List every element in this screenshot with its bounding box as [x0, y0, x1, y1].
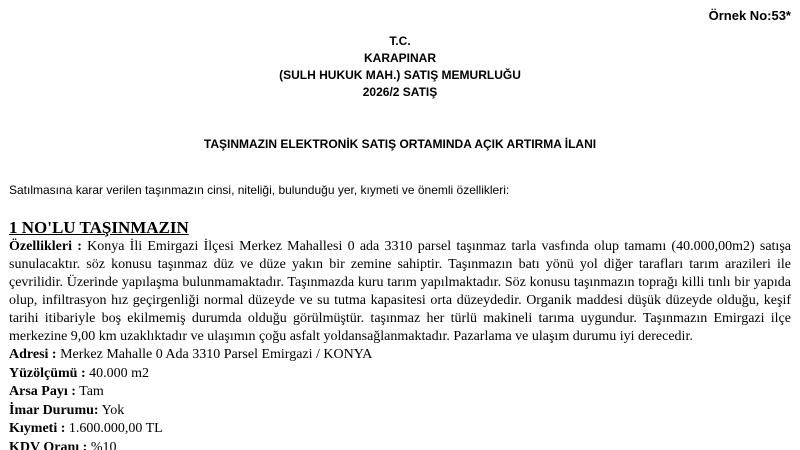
field-share — [9, 383, 791, 402]
address-label: Adresi : — [9, 347, 57, 362]
value-label: Kıymeti : — [9, 421, 66, 436]
value-amount: 1.600.000,00 TL — [68, 421, 163, 436]
field-area — [9, 365, 791, 384]
example-number: Örnek No:53* — [708, 8, 791, 23]
zoning-value: Yok — [101, 402, 125, 418]
features-label: Özellikleri : — [9, 239, 82, 254]
header-line-city: KARAPINAR — [364, 51, 436, 65]
header-line-tc: T.C. — [389, 34, 411, 48]
zoning-label: İmar Durumu: — [9, 402, 99, 418]
area-label: Yüzölçümü : — [9, 365, 86, 381]
property-title: 1 NO'LU TAŞINMAZIN — [9, 218, 189, 237]
field-value — [9, 420, 791, 439]
property-section — [9, 218, 791, 450]
address-value: Merkez Mahalle 0 Ada 3310 Parsel Emirgazi / KONYA — [60, 347, 373, 362]
notice-intro: Satılmasına karar verilen taşınmazın cinsi, niteliği, bulunduğu yer, kıymeti ve önemli özellikleri: — [9, 183, 510, 197]
header-line-sale-no: 2026/2 SATIŞ — [362, 85, 438, 99]
vat-value: %10 — [90, 439, 117, 450]
field-address — [9, 346, 791, 365]
features-text: Konya İli Emirgazi İlçesi Merkez Mahallesi 0 ada 3310 parsel taşınmaz tarla vasfında olup tamamı (40.000,00m2) satışa sunulacaktır. söz konusu taşınmaz düz ve düze yakın bir zemine sahiptir. Taşınmazın batı yönü yol diğer tarafları tarım arazileri ile çevrilidir. Üzerinde yapılaşma bulunmamaktadır. Taşınmazda kuru tarım yapılmaktadır. Söz konusu taşınmazın toprağı killi tınlı bir yapıda olup, infiltrasyon hız geçirgenliği normal düzeyde ve su tutma kapasitesi orta düzeydedir. Organik maddesi düşük düzeyde olduğu, keşif tarihi itibariyle boş ekilmemiş durumda olduğu görülmüştür. taşınmaz her türlü makineli tarıma uygundur. Taşınmazın Emirgazi ilçe merkezine 9,00 km uzaklıktadır ve ulaşımın çoğu asfalt yoldansağlanmaktadır. Pazarlama ve ulaşım durumu iyi derecedir. — [9, 239, 791, 344]
notice-title: TAŞINMAZIN ELEKTRONİK SATIŞ ORTAMINDA AÇIK ARTIRMA İLANI — [203, 137, 597, 151]
property-features — [9, 238, 791, 346]
field-zoning — [9, 402, 791, 421]
office-header — [0, 33, 800, 101]
vat-label: KDV Oranı : — [9, 439, 88, 450]
area-value: 40.000 m2 — [89, 365, 150, 381]
field-vat — [9, 439, 791, 450]
share-label: Arsa Payı : — [9, 384, 76, 399]
share-value: Tam — [79, 384, 104, 399]
header-line-office: (SULH HUKUK MAH.) SATIŞ MEMURLUĞU — [279, 68, 521, 82]
